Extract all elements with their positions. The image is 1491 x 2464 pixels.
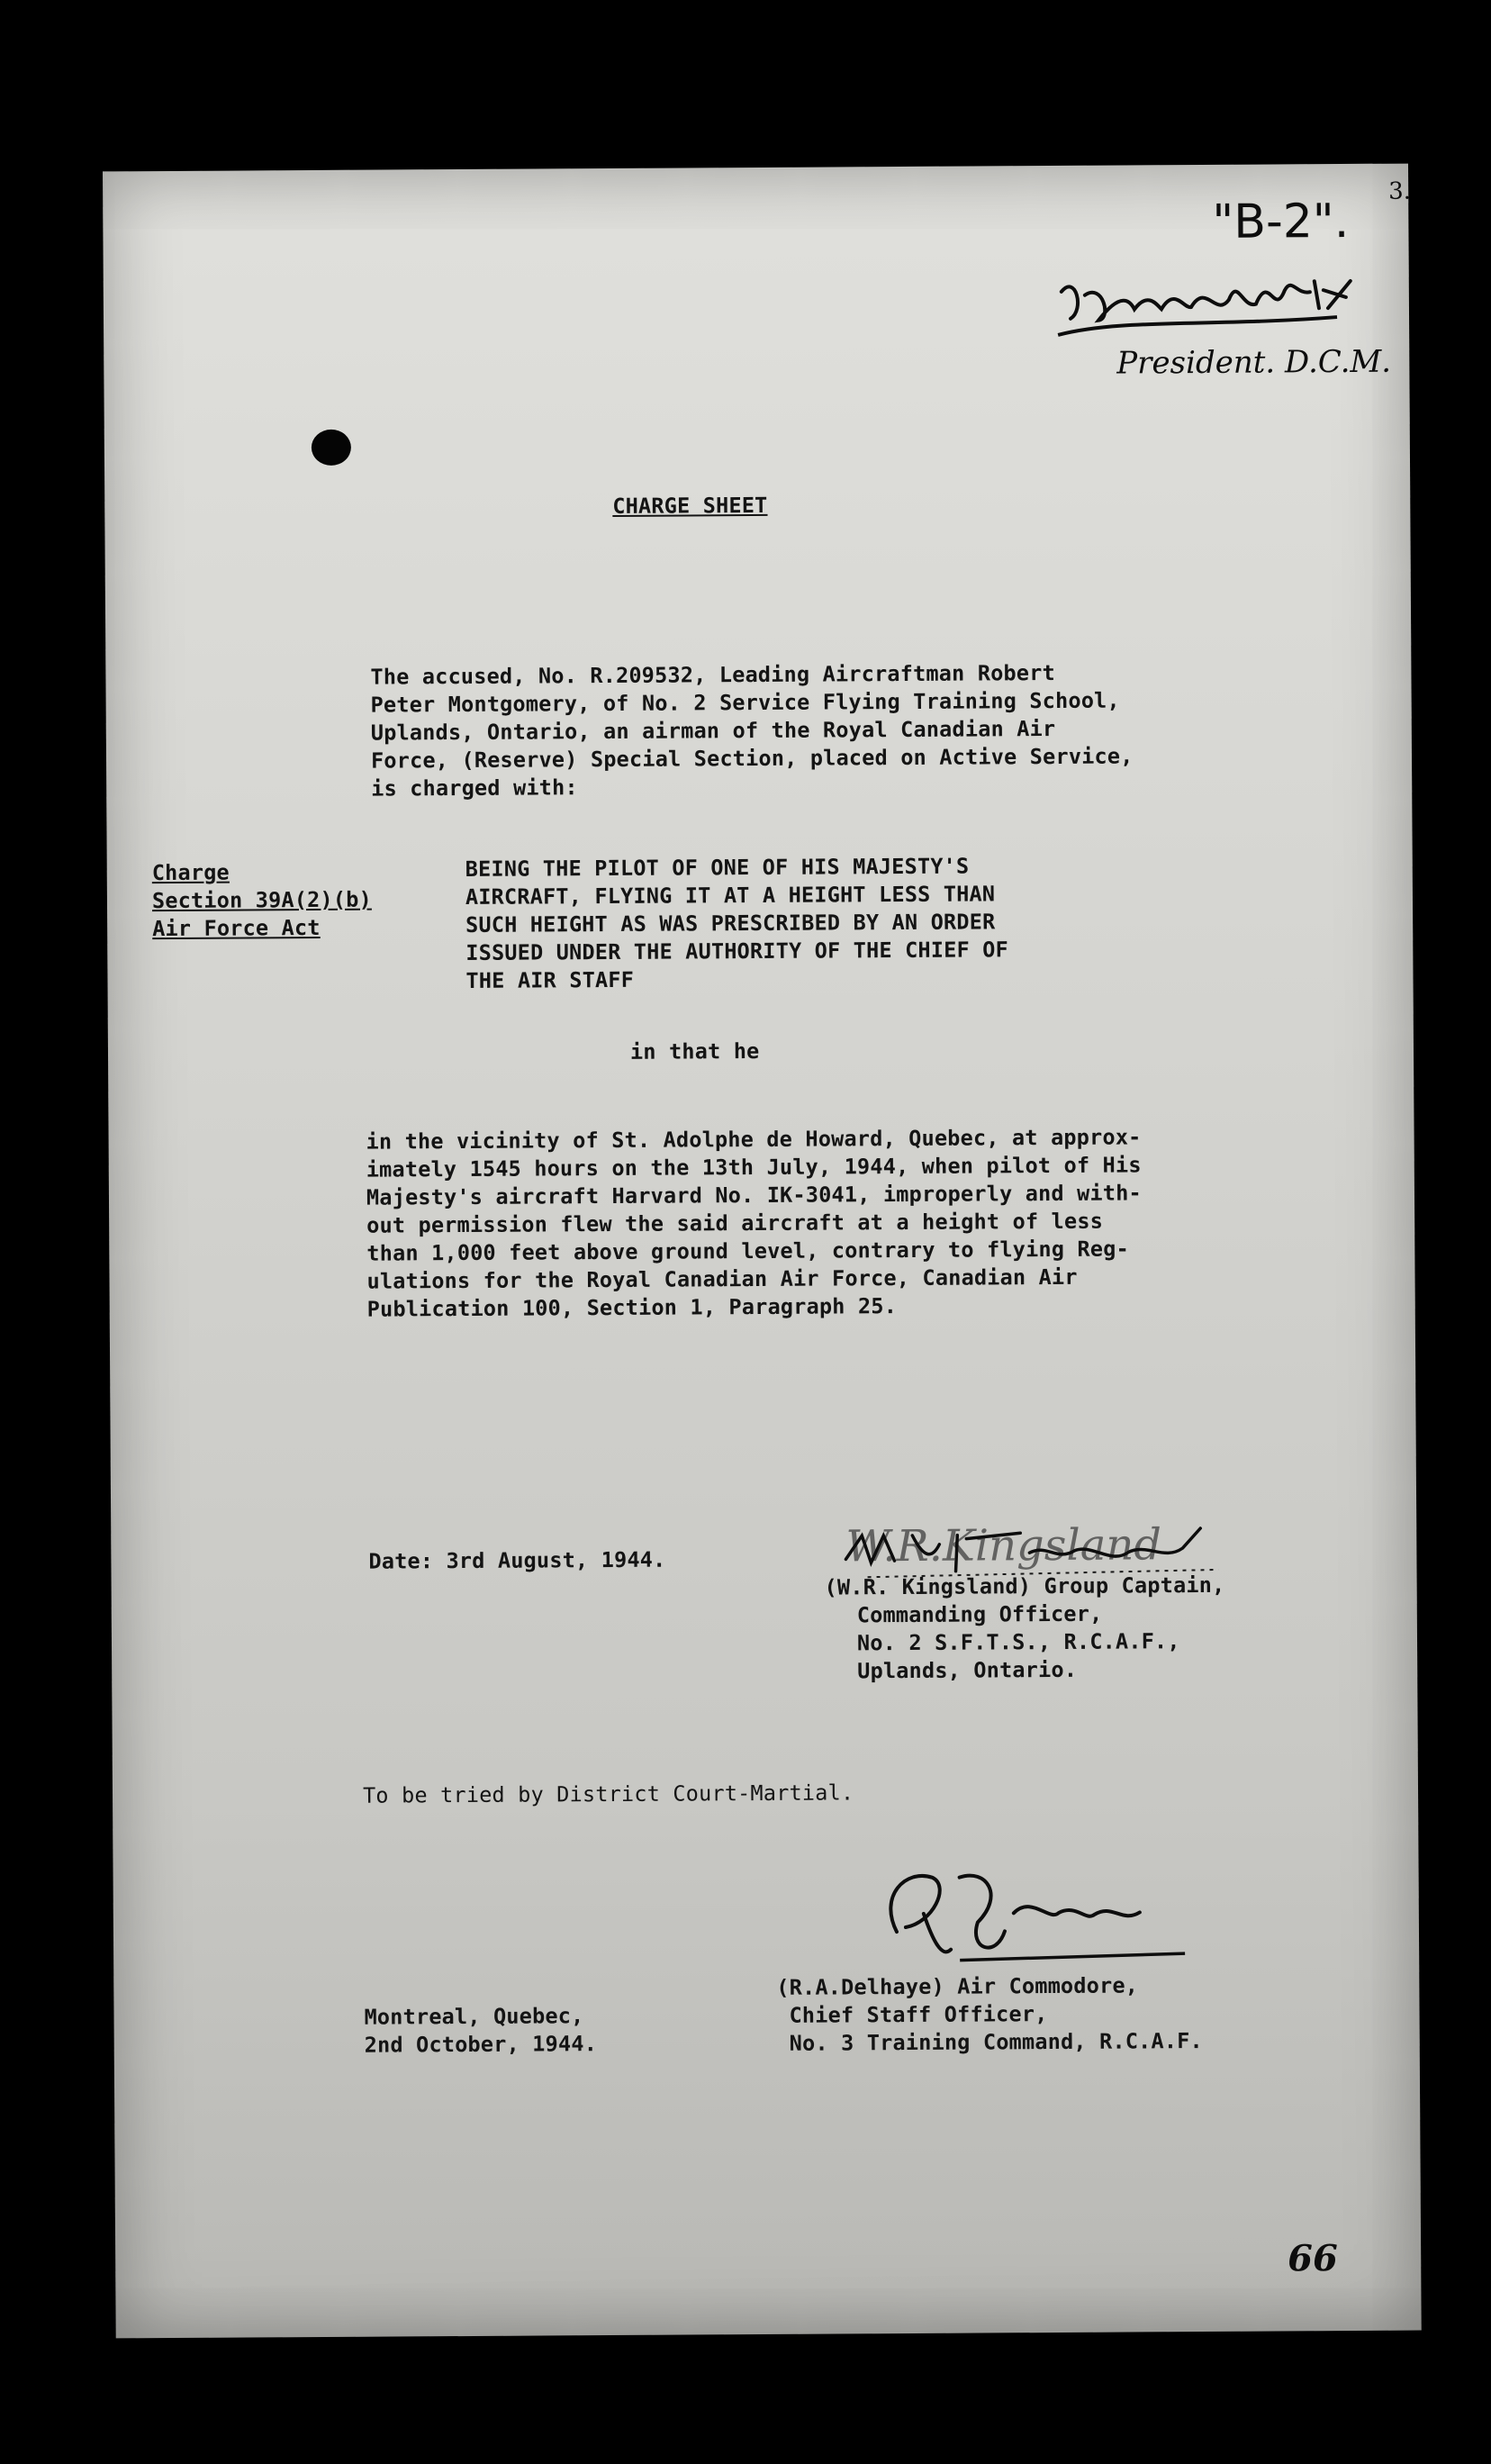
charge-line-5: THE AIR STAFF	[465, 966, 635, 993]
accused-line-5: is charged with:	[371, 775, 578, 802]
co-line-2: Commanding Officer,	[856, 1600, 1103, 1628]
charge-line-4: ISSUED UNDER THE AUTHORITY OF THE CHIEF OF	[465, 937, 1009, 965]
president-signature	[1049, 254, 1374, 355]
punch-hole	[312, 430, 351, 466]
charge-date: Date: 3rd August, 1944.	[368, 1546, 666, 1574]
accused-line-3: Uplands, Ontario, an airman of the Royal Canadian Air	[370, 715, 1056, 746]
particulars-line-3: Majesty's aircraft Harvard No. IK-3041, improperly and with-	[366, 1180, 1142, 1210]
accused-line-1: The accused, No. R.209532, Leading Aircraftman Robert	[370, 659, 1055, 690]
in-that-he: in that he	[629, 1037, 760, 1064]
charge-line-2: AIRCRAFT, FLYING IT AT A HEIGHT LESS THAN	[465, 881, 996, 910]
accused-line-2: Peter Montgomery, of No. 2 Service Flying Training School,	[370, 687, 1120, 718]
co-line-1: (W.R. Kingsland) Group Captain,	[824, 1572, 1225, 1600]
kingsland-signature: W.R.Kingsland	[845, 1519, 1162, 1572]
charge-label: Charge	[151, 859, 230, 886]
particulars-line-2: imately 1545 hours on the 13th July, 1944, when pilot of His	[366, 1152, 1142, 1182]
cso-line-3: No. 3 Training Command, R.C.A.F.	[789, 2028, 1203, 2056]
corner-mark: 3.	[1388, 177, 1412, 205]
particulars-line-4: out permission flew the said aircraft at a height of less	[366, 1208, 1104, 1238]
president-signature-text: President. D.C.M.	[1116, 343, 1392, 382]
co-line-4: Uplands, Ontario.	[857, 1656, 1078, 1684]
place-line-2: 2nd October, 1944.	[364, 2031, 598, 2058]
page-mark: 66	[1288, 2237, 1339, 2280]
charge-line-1: BEING THE PILOT OF ONE OF HIS MAJESTY'S	[465, 853, 970, 882]
co-line-3: No. 2 S.F.T.S., R.C.A.F.,	[856, 1628, 1180, 1656]
charge-act: Air Force Act	[152, 914, 321, 942]
cso-line-1: (R.A.Delhaye) Air Commodore,	[776, 1972, 1139, 2000]
charge-line-3: SUCH HEIGHT AS WAS PRESCRIBED BY AN ORDER	[465, 909, 996, 938]
document-title: CHARGE SHEET	[612, 492, 768, 519]
charge-section: Section 39A(2)(b)	[151, 886, 372, 914]
document-code: "B-2".	[1212, 194, 1350, 249]
particulars-line-6: ulations for the Royal Canadian Air Force, Canadian Air	[366, 1264, 1078, 1294]
place-line-1: Montreal, Quebec,	[364, 2003, 584, 2030]
particulars-line-7: Publication 100, Section 1, Paragraph 25.	[366, 1293, 898, 1322]
trial-instruction: To be tried by District Court-Martial.	[362, 1780, 854, 1808]
charge-sheet-page	[103, 164, 1422, 2339]
particulars-line-1: in the vicinity of St. Adolphe de Howard, Quebec, at approx-	[366, 1124, 1142, 1155]
accused-line-4: Force, (Reserve) Special Section, placed on Active Service,	[370, 743, 1134, 774]
cso-line-2: Chief Staff Officer,	[789, 2001, 1048, 2028]
particulars-line-5: than 1,000 feet above ground level, contrary to flying Reg-	[366, 1236, 1129, 1266]
